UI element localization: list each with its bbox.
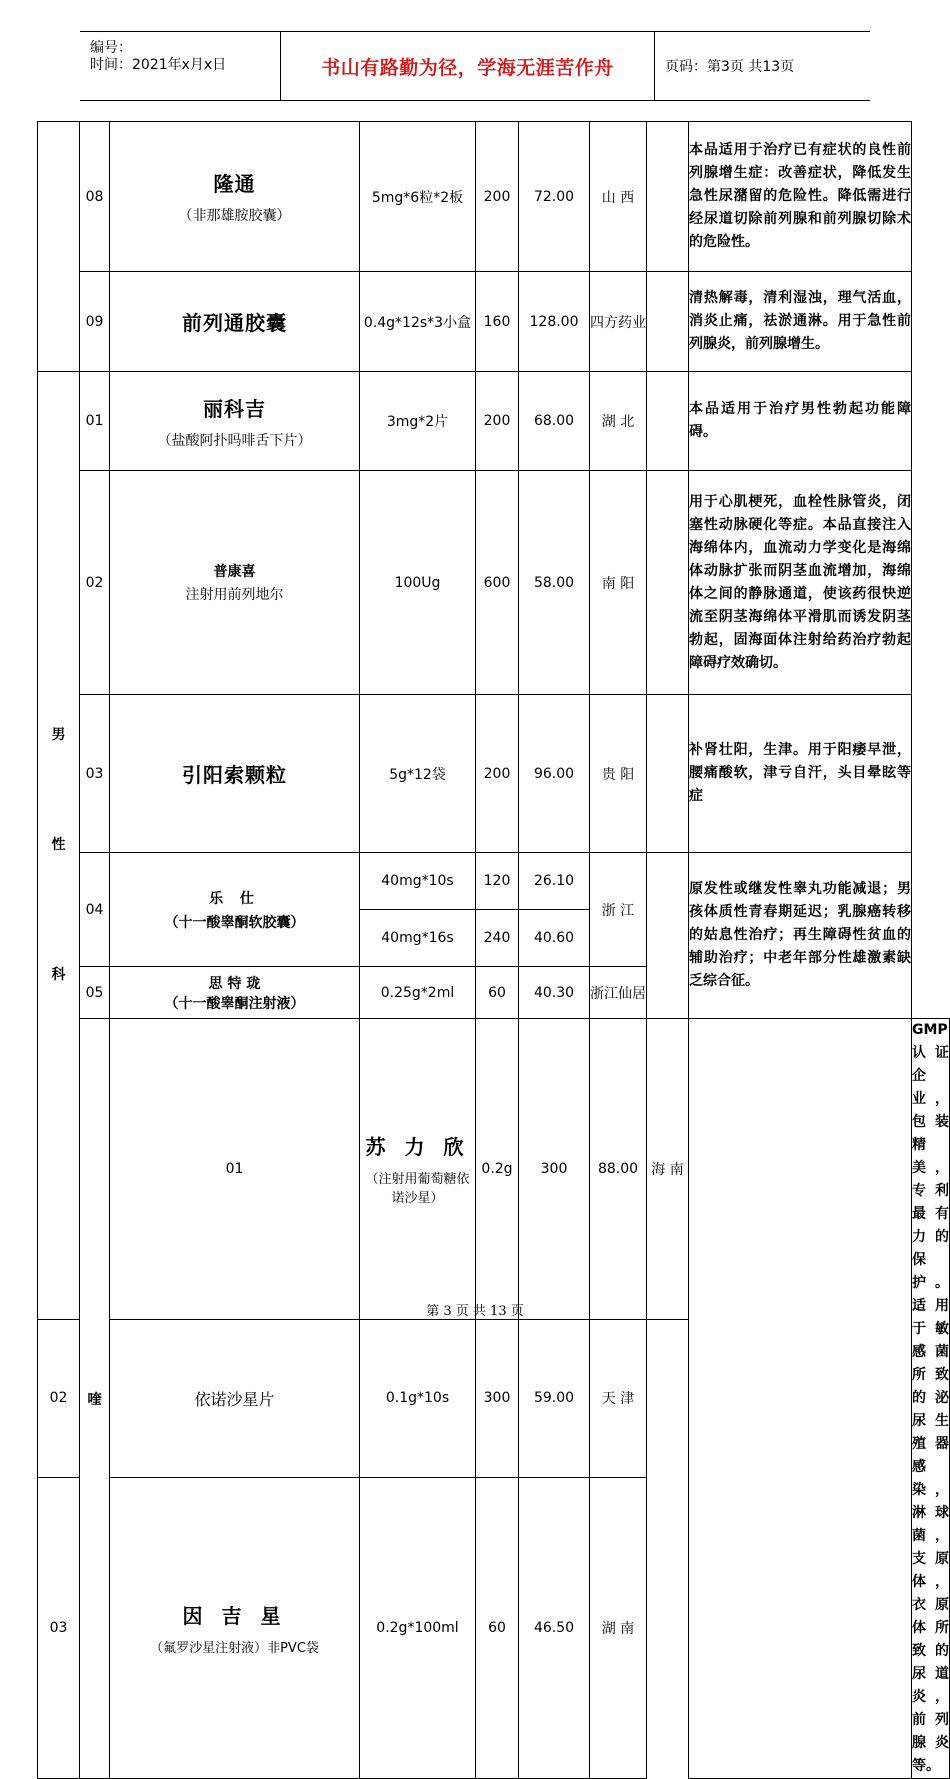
row-number: 04 [80, 853, 110, 967]
product-name: 因 吉 星 [182, 1604, 287, 1629]
blank-cell [647, 853, 689, 1019]
product-name-cell [110, 1319, 360, 1477]
price: 58.00 [519, 471, 590, 695]
spec: 40mg*10s [360, 853, 476, 910]
product-generic: （十一酸睾酮软胶囊） [164, 914, 305, 931]
origin: 湖 南 [590, 1478, 647, 1779]
spec: 40mg*16s [360, 910, 476, 967]
quantity: 120 [476, 853, 519, 910]
product-name-cell [110, 1478, 360, 1779]
origin: 浙 江 [590, 853, 647, 967]
blank-cell [689, 1019, 912, 1779]
time-label: 时间：2021年x月x日 [90, 57, 227, 73]
product-generic: （盐酸阿扑吗啡舌下片） [157, 432, 312, 449]
price: 96.00 [519, 695, 590, 853]
description: 本品适用于治疗男性勃起功能障碍。 [689, 372, 912, 471]
price: 59.00 [519, 1319, 590, 1477]
row-number: 02 [38, 1319, 80, 1477]
category-acne: 喹 [80, 1019, 110, 1779]
motto-text: 书山有路勤为径，学海无涯苦作舟 [321, 56, 614, 79]
quantity: 200 [476, 372, 519, 471]
price: 40.60 [519, 910, 590, 967]
spec: 5mg*6粒*2板 [360, 122, 476, 272]
row-number: 03 [38, 1478, 80, 1779]
row-number: 09 [80, 272, 110, 372]
product-name: 依诺沙星片 [194, 1389, 275, 1409]
quantity: 60 [476, 1478, 519, 1779]
origin: 贵 阳 [590, 695, 647, 853]
blank-cell [647, 372, 689, 471]
row-number: 03 [80, 695, 110, 853]
drug-table [37, 121, 950, 1779]
product-name-cell [110, 695, 360, 853]
product-name-cell [110, 967, 360, 1019]
page-footer: 第 3 页 共 13 页 [426, 1304, 524, 1319]
category-cell-blank [38, 122, 80, 372]
table-row [38, 372, 950, 471]
product-name: 思 特 珑 [208, 975, 261, 992]
product-name: 隆通 [213, 172, 256, 196]
origin: 天 津 [590, 1319, 647, 1477]
row-number: 08 [80, 122, 110, 272]
quantity: 160 [476, 272, 519, 372]
description: 用于心肌梗死，血栓性脉管炎，闭塞性动脉硬化等症。本品直接注入海绵体内，血流动力学变化是海绵体动脉扩张而阴茎血流增加，海绵体之间的静脉通道，使该药很快逆流至阴茎海绵体平滑肌而诱发阴茎勃起，固海面体注射给药治疗勃起障碍疗效确切。 [689, 471, 912, 695]
product-name: 前列通胶囊 [182, 311, 287, 335]
page-header [80, 31, 870, 101]
origin: 山 西 [590, 122, 647, 272]
origin: 南 阳 [590, 471, 647, 695]
product-name: 苏 力 欣 [365, 1135, 470, 1160]
quantity: 600 [476, 471, 519, 695]
row-number: 01 [110, 1019, 360, 1320]
origin: 浙江仙居 [590, 967, 647, 1019]
table-row [38, 853, 950, 910]
product-generic: （氟罗沙星注射液）非PVC袋 [150, 1641, 319, 1657]
header-page [655, 32, 870, 100]
category-char: 性 [51, 837, 66, 854]
spec: 0.2g [476, 1019, 519, 1320]
price: 46.50 [519, 1478, 590, 1779]
product-name: 引阳索颗粒 [182, 763, 287, 787]
spec: 100Ug [360, 471, 476, 695]
product-name: 乐 仕 [209, 890, 260, 907]
price: 68.00 [519, 372, 590, 471]
price: 40.30 [519, 967, 590, 1019]
product-name-cell [110, 272, 360, 372]
product-generic: （注射用葡萄糖依诺沙星） [365, 1172, 470, 1207]
description: 清热解毒，清利湿浊，理气活血，消炎止痛，祛淤通淋。用于急性前列腺炎，前列腺增生。 [689, 272, 912, 372]
spec: 0.1g*10s [360, 1319, 476, 1477]
description: 补肾壮阳，生津。用于阳痿早泄，腰痛酸软，津亏自汗，头目晕眩等症 [689, 695, 912, 853]
product-generic: 注射用前列地尔 [185, 587, 284, 603]
category-char: 科 [51, 967, 66, 984]
description: 本品适用于治疗已有症状的良性前列腺增生症：改善症状，降低发生急性尿潴留的危险性。降低需进行经尿道切除前列腺和前列腺切除术的危险性。 [689, 122, 912, 272]
spec: 0.2g*100ml [360, 1478, 476, 1779]
spec: 3mg*2片 [360, 372, 476, 471]
table-row [38, 471, 950, 695]
price: 26.10 [519, 853, 590, 910]
quantity: 300 [476, 1319, 519, 1477]
blank-cell [647, 272, 689, 372]
origin: 四方药业 [590, 272, 647, 372]
header-motto [281, 32, 655, 100]
table-row [38, 1019, 950, 1320]
product-name-cell [110, 853, 360, 967]
description: 原发性或继发性睾丸功能减退；男孩体质性青春期延迟；乳腺癌转移的姑息性治疗；再生障碍性贫血的辅助治疗；中老年部分性雄激素缺乏综合征。 [689, 853, 912, 1019]
number-label: 编号： [90, 40, 132, 56]
spec: 0.25g*2ml [360, 967, 476, 1019]
product-name: 丽科吉 [203, 396, 266, 421]
price: 88.00 [590, 1019, 647, 1320]
quantity: 200 [476, 695, 519, 853]
quantity: 60 [476, 967, 519, 1019]
quantity: 200 [476, 122, 519, 272]
product-name-cell [360, 1019, 476, 1320]
quantity: 240 [476, 910, 519, 967]
category-char: 男 [51, 727, 66, 744]
origin: 湖 北 [590, 372, 647, 471]
description: GMP认证企业，包装精美，专利最有力的保护。适用于敏感菌所致的泌尿生殖器感染，淋球菌，支原体，衣原体所致的尿道炎，前列腺炎等。 [912, 1019, 950, 1779]
spec: 0.4g*12s*3小盒 [360, 272, 476, 372]
category-male [38, 372, 80, 1320]
row-number: 05 [80, 967, 110, 1019]
blank-cell [647, 695, 689, 853]
product-generic: （十一酸睾酮注射液） [164, 995, 305, 1012]
spec: 5g*12袋 [360, 695, 476, 853]
table-row [38, 272, 950, 372]
quantity: 300 [519, 1019, 590, 1320]
product-name: 普康喜 [213, 564, 256, 580]
product-name-cell [110, 122, 360, 272]
header-meta [80, 32, 281, 100]
blank-cell [647, 122, 689, 272]
price: 72.00 [519, 122, 590, 272]
product-name-cell [110, 471, 360, 695]
blank-cell [647, 471, 689, 695]
product-name-cell [110, 372, 360, 471]
product-generic: （非那雄胺胶囊） [178, 208, 291, 224]
page-info: 页码：第3页 共13页 [665, 59, 795, 75]
price: 128.00 [519, 272, 590, 372]
row-number: 01 [80, 372, 110, 471]
table-row [38, 122, 950, 272]
table-row [38, 695, 950, 853]
row-number: 02 [80, 471, 110, 695]
origin: 海 南 [647, 1019, 689, 1320]
